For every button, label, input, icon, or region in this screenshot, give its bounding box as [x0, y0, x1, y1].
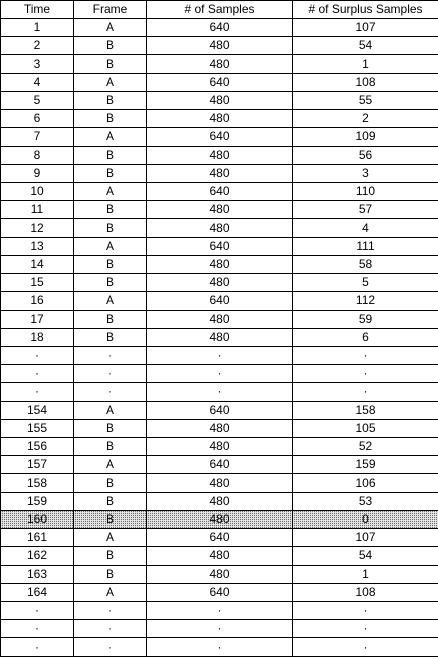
cell-samples: ·	[147, 620, 293, 638]
cell-surplus-samples: 6	[293, 328, 438, 346]
cell-frame: B	[74, 547, 147, 565]
cell-time: 156	[1, 438, 74, 456]
cell-time: 8	[1, 146, 74, 164]
table-row	[1, 438, 438, 456]
cell-surplus-samples: 158	[293, 401, 438, 419]
cell-surplus-samples: 108	[293, 583, 438, 601]
cell-time: 15	[1, 274, 74, 292]
table-row	[1, 638, 438, 657]
cell-surplus-samples: 52	[293, 438, 438, 456]
cell-frame: ·	[74, 346, 147, 364]
cell-frame: B	[74, 55, 147, 73]
cell-samples: 640	[147, 583, 293, 601]
cell-samples: 640	[147, 73, 293, 91]
cell-time: 10	[1, 182, 74, 200]
cell-time: 159	[1, 492, 74, 510]
cell-time: 160	[1, 510, 74, 528]
cell-samples: ·	[147, 346, 293, 364]
cell-frame: A	[74, 19, 147, 37]
cell-frame: B	[74, 328, 147, 346]
cell-surplus-samples: 5	[293, 274, 438, 292]
cell-surplus-samples: 159	[293, 456, 438, 474]
cell-frame: B	[74, 274, 147, 292]
cell-time: 6	[1, 110, 74, 128]
cell-surplus-samples: ·	[293, 346, 438, 364]
table-row	[1, 310, 438, 328]
cell-surplus-samples: 1	[293, 55, 438, 73]
table-body	[1, 19, 438, 657]
cell-samples: 480	[147, 219, 293, 237]
table-header-row	[1, 1, 438, 19]
table-row	[1, 292, 438, 310]
cell-surplus-samples: 110	[293, 182, 438, 200]
cell-surplus-samples: 105	[293, 419, 438, 437]
cell-samples: ·	[147, 365, 293, 383]
cell-time: 7	[1, 128, 74, 146]
header-samples: # of Samples	[147, 1, 293, 19]
table-row	[1, 328, 438, 346]
cell-surplus-samples: 53	[293, 492, 438, 510]
cell-samples: 480	[147, 310, 293, 328]
cell-frame: A	[74, 128, 147, 146]
cell-samples: 480	[147, 438, 293, 456]
cell-time: ·	[1, 365, 74, 383]
cell-frame: B	[74, 510, 147, 528]
table-row	[1, 602, 438, 620]
cell-surplus-samples: 54	[293, 37, 438, 55]
cell-time: 12	[1, 219, 74, 237]
cell-samples: 480	[147, 565, 293, 583]
cell-surplus-samples: 107	[293, 19, 438, 37]
cell-time: 16	[1, 292, 74, 310]
cell-frame: ·	[74, 365, 147, 383]
cell-frame: B	[74, 419, 147, 437]
cell-frame: B	[74, 492, 147, 510]
table-row	[1, 255, 438, 273]
cell-surplus-samples: 55	[293, 91, 438, 109]
cell-time: ·	[1, 638, 74, 657]
header-frame: Frame	[74, 1, 147, 19]
cell-surplus-samples: 57	[293, 201, 438, 219]
cell-samples: 480	[147, 37, 293, 55]
cell-samples: 640	[147, 401, 293, 419]
cell-surplus-samples: 108	[293, 73, 438, 91]
table-row	[1, 620, 438, 638]
cell-frame: ·	[74, 383, 147, 401]
cell-surplus-samples: 107	[293, 529, 438, 547]
table-row	[1, 365, 438, 383]
cell-time: 163	[1, 565, 74, 583]
cell-surplus-samples: ·	[293, 638, 438, 657]
cell-surplus-samples: 111	[293, 237, 438, 255]
table-row	[1, 128, 438, 146]
table-row	[1, 456, 438, 474]
cell-time: 14	[1, 255, 74, 273]
cell-time: 155	[1, 419, 74, 437]
table-row	[1, 474, 438, 492]
cell-frame: B	[74, 219, 147, 237]
cell-samples: 480	[147, 255, 293, 273]
cell-frame: B	[74, 565, 147, 583]
table-row	[1, 492, 438, 510]
cell-samples: 640	[147, 456, 293, 474]
cell-samples: ·	[147, 602, 293, 620]
cell-frame: B	[74, 255, 147, 273]
cell-surplus-samples: 59	[293, 310, 438, 328]
cell-surplus-samples: 2	[293, 110, 438, 128]
table-row	[1, 201, 438, 219]
table-row	[1, 182, 438, 200]
cell-samples: 480	[147, 510, 293, 528]
table-row	[1, 19, 438, 37]
cell-surplus-samples: ·	[293, 383, 438, 401]
cell-frame: B	[74, 474, 147, 492]
table-row	[1, 55, 438, 73]
cell-samples: 480	[147, 91, 293, 109]
cell-time: 18	[1, 328, 74, 346]
cell-samples: 480	[147, 274, 293, 292]
cell-samples: 480	[147, 419, 293, 437]
table-row	[1, 73, 438, 91]
table-row	[1, 110, 438, 128]
cell-frame: A	[74, 182, 147, 200]
cell-time: 9	[1, 164, 74, 182]
cell-time: 162	[1, 547, 74, 565]
cell-time: ·	[1, 383, 74, 401]
cell-samples: 480	[147, 328, 293, 346]
table-row	[1, 164, 438, 182]
cell-samples: 640	[147, 237, 293, 255]
cell-frame: A	[74, 583, 147, 601]
cell-samples: 480	[147, 164, 293, 182]
cell-surplus-samples: 56	[293, 146, 438, 164]
table-row-highlighted	[1, 510, 438, 528]
cell-frame: A	[74, 529, 147, 547]
cell-samples: ·	[147, 383, 293, 401]
table-row	[1, 583, 438, 601]
cell-frame: B	[74, 438, 147, 456]
cell-time: 1	[1, 19, 74, 37]
cell-surplus-samples: ·	[293, 365, 438, 383]
table-row	[1, 146, 438, 164]
cell-time: 2	[1, 37, 74, 55]
table-row	[1, 91, 438, 109]
cell-frame: A	[74, 73, 147, 91]
cell-samples: 480	[147, 474, 293, 492]
cell-frame: B	[74, 164, 147, 182]
cell-frame: ·	[74, 638, 147, 657]
cell-samples: 480	[147, 547, 293, 565]
cell-surplus-samples: ·	[293, 620, 438, 638]
table-row	[1, 37, 438, 55]
table-row	[1, 274, 438, 292]
cell-samples: 480	[147, 201, 293, 219]
cell-samples: 480	[147, 55, 293, 73]
cell-frame: B	[74, 91, 147, 109]
cell-surplus-samples: 54	[293, 547, 438, 565]
cell-frame: A	[74, 237, 147, 255]
cell-frame: A	[74, 401, 147, 419]
cell-surplus-samples: ·	[293, 602, 438, 620]
table-row	[1, 346, 438, 364]
cell-surplus-samples: 1	[293, 565, 438, 583]
cell-time: 5	[1, 91, 74, 109]
cell-time: 17	[1, 310, 74, 328]
cell-frame: B	[74, 146, 147, 164]
cell-frame: B	[74, 310, 147, 328]
table-row	[1, 401, 438, 419]
cell-frame: ·	[74, 620, 147, 638]
cell-time: 4	[1, 73, 74, 91]
cell-surplus-samples: 0	[293, 510, 438, 528]
cell-surplus-samples: 58	[293, 255, 438, 273]
cell-samples: 480	[147, 146, 293, 164]
cell-time: 161	[1, 529, 74, 547]
cell-frame: A	[74, 456, 147, 474]
table-row	[1, 565, 438, 583]
table-row	[1, 237, 438, 255]
cell-frame: A	[74, 292, 147, 310]
cell-time: 154	[1, 401, 74, 419]
table-row	[1, 219, 438, 237]
table-row	[1, 547, 438, 565]
cell-samples: 640	[147, 128, 293, 146]
table-row	[1, 383, 438, 401]
cell-samples: ·	[147, 638, 293, 657]
cell-samples: 480	[147, 492, 293, 510]
cell-time: 157	[1, 456, 74, 474]
cell-time: 3	[1, 55, 74, 73]
cell-surplus-samples: 109	[293, 128, 438, 146]
cell-time: ·	[1, 620, 74, 638]
header-surplus-samples: # of Surplus Samples	[293, 1, 438, 19]
cell-frame: B	[74, 201, 147, 219]
cell-time: 164	[1, 583, 74, 601]
cell-frame: ·	[74, 602, 147, 620]
cell-samples: 640	[147, 182, 293, 200]
cell-time: 11	[1, 201, 74, 219]
cell-samples: 640	[147, 529, 293, 547]
cell-frame: B	[74, 110, 147, 128]
table-row	[1, 529, 438, 547]
cell-surplus-samples: 112	[293, 292, 438, 310]
cell-surplus-samples: 106	[293, 474, 438, 492]
cell-time: ·	[1, 346, 74, 364]
cell-time: 13	[1, 237, 74, 255]
table-row	[1, 419, 438, 437]
cell-samples: 480	[147, 110, 293, 128]
cell-samples: 640	[147, 19, 293, 37]
cell-frame: B	[74, 37, 147, 55]
cell-surplus-samples: 3	[293, 164, 438, 182]
cell-time: 158	[1, 474, 74, 492]
cell-samples: 640	[147, 292, 293, 310]
header-time: Time	[1, 1, 74, 19]
cell-time: ·	[1, 602, 74, 620]
cell-surplus-samples: 4	[293, 219, 438, 237]
